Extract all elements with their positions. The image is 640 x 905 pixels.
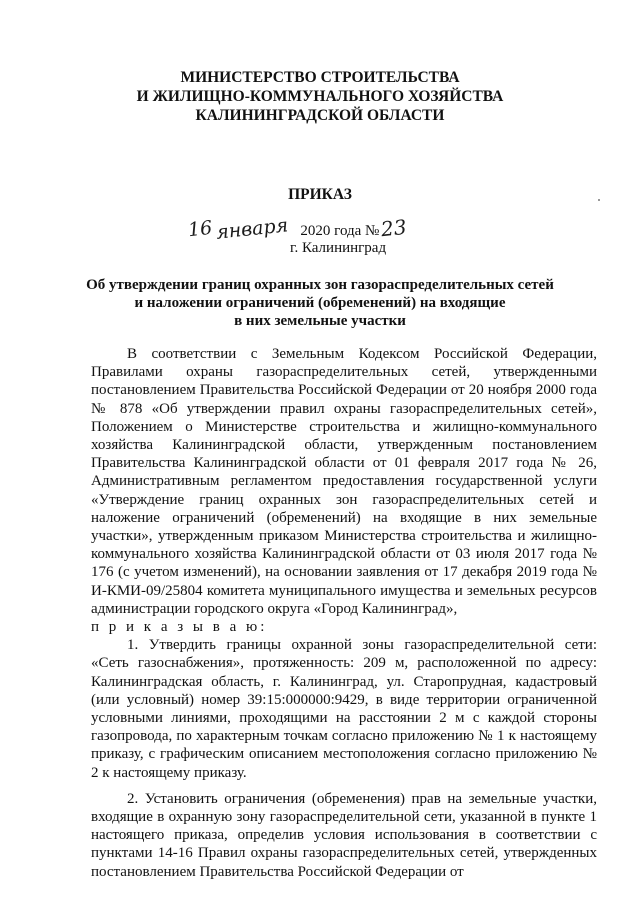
handwritten-day: 16 xyxy=(186,216,214,242)
order-body xyxy=(91,345,597,881)
order-subject xyxy=(0,276,640,330)
ministry-header-line-3: КАЛИНИНГРАДСКОЙ ОБЛАСТИ xyxy=(195,107,445,124)
order-subject-line-1: Об утверждении границ охранных зон газораспределительных сетей xyxy=(86,277,554,293)
order-title: ПРИКАЗ xyxy=(288,186,352,203)
order-year-number-label: 2020 года № xyxy=(300,223,380,239)
prikazyvayu-word: п р и к а з ы в а ю: xyxy=(91,619,268,636)
handwritten-month: января xyxy=(215,214,290,244)
order-subject-line-3: в них земельные участки xyxy=(234,313,406,329)
ministry-header-line-1: МИНИСТЕРСТВО СТРОИТЕЛЬСТВА xyxy=(180,69,460,86)
scan-speck xyxy=(598,199,600,201)
preamble-text: В соответствии с Земельным Кодексом Российской Федерации, Правилами охраны газораспределительных сетей, утвержденными постановлением Правительства Российской Федерации от 20 ноября 2000 года № 878 «Об утверждении правил охраны газораспределительных сетей», Положением о Министерстве строительства и жилищно-коммунального хозяйства Калининградской области, утвержденным постановлением Правительства Калининградской области от 01 февраля 2017 года № 26, Административным регламентом предоставления государственной услуги «Утверждение границ охранных зон газораспределительных сетей и наложение ограничений (обременений) на входящие в них земельные участки», утвержденным приказом Министерства строительства и жилищно-коммунального хозяйства Калининградской области от 03 июля 2017 года № 176 (с учетом изменений), на основании заявления от 17 декабря 2019 года № И-КМИ-09/25804 комитета муниципального имущества и земельных ресурсов администрации городского округа «Город Калининград», xyxy=(91,346,597,617)
handwritten-order-number: 23 xyxy=(380,214,409,242)
order-city: г. Калининград xyxy=(290,240,387,256)
ministry-header xyxy=(0,68,640,125)
order-date-line xyxy=(186,214,409,244)
item-1-paragraph: 1. Утвердить границы охранной зоны газораспределительной сети: «Сеть газоснабжения», протяженность: 209 м, расположенной по адресу: Калининградская область, г. Калининград, ул. Старопрудная, кадастровый (или условный) номер 39:15:000000:9429, в виде территории ограниченной условными линиями, проходящими на расстоянии 2 м с каждой стороны газопровода, по характерным точкам согласно приложению № 1 к настоящему приказу, с графическим описанием местоположения согласно приложению № 2 к настоящему приказу. xyxy=(91,637,597,781)
item-2-paragraph: 2. Установить ограничения (обременения) прав на земельные участки, входящие в охранную зону газораспределительной сети, указанной в пункте 1 настоящего приказа, определив условия использования в соответствии с пунктами 14-16 Правил охраны газораспределительных сетей, утвержденных постановлением Правительства Российской Федерации от xyxy=(91,790,597,880)
ministry-header-line-2: И ЖИЛИЩНО-КОММУНАЛЬНОГО ХОЗЯЙСТВА xyxy=(136,88,504,105)
preamble-paragraph xyxy=(91,345,597,636)
order-subject-line-2: и наложении ограничений (обременений) на входящие xyxy=(134,295,506,311)
